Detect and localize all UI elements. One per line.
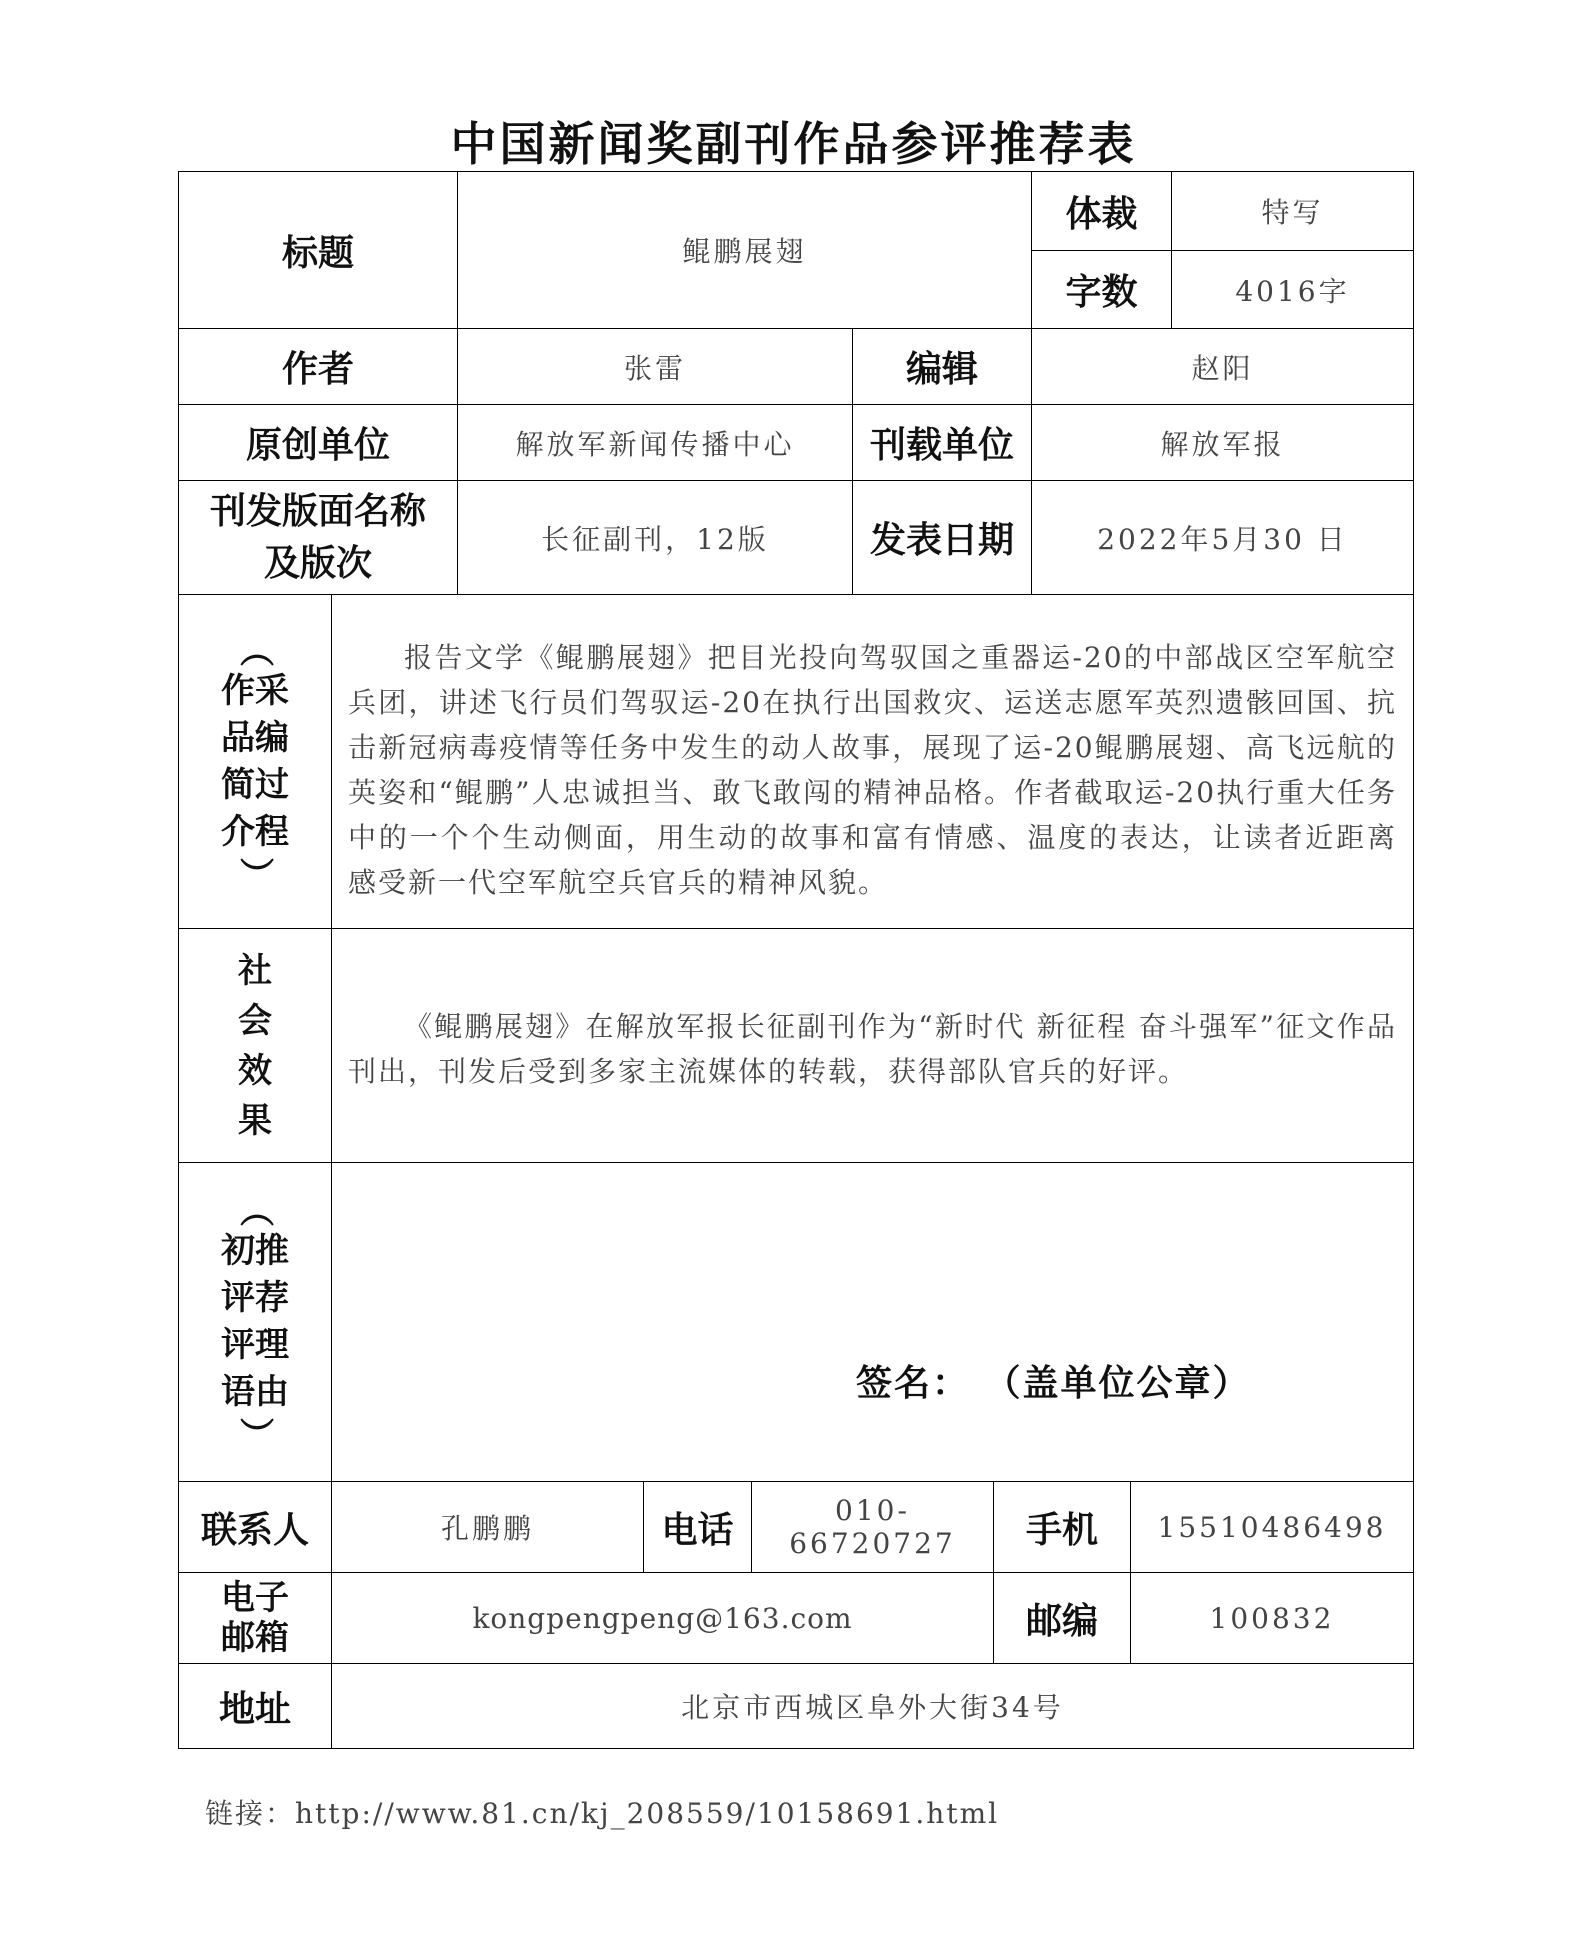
author-value: 张雷 (457, 328, 853, 405)
intro-label-part: （ (235, 632, 275, 667)
headline-value: 鲲鹏展翅 (457, 171, 1032, 329)
intro-label-part: 作采 (221, 670, 289, 711)
recommend-label (178, 1162, 332, 1482)
word-count-label: 字数 (1031, 250, 1172, 329)
signature-line: 签名： （盖单位公章） (856, 1363, 1251, 1404)
effect-label-part: 会 (238, 1000, 272, 1041)
effect-text: 《鲲鹏展翅》在解放军报长征副刊作为“新时代 新征程 奋斗强军”征文作品刊出，刊发后受到多家主流媒体的转载，获得部队官兵的好评。 (331, 928, 1414, 1163)
intro-label (178, 594, 332, 929)
effect-label-part: 效 (238, 1050, 272, 1091)
intro-label-part: 品编 (221, 717, 289, 758)
editor-value: 赵阳 (1031, 328, 1414, 405)
recommendation-form (178, 171, 1414, 1749)
page-title: 中国新闻奖副刊作品参评推荐表 (450, 117, 1137, 171)
word-count-value: 4016字 (1171, 250, 1414, 329)
postcode-label: 邮编 (993, 1572, 1131, 1664)
recommend-label-part: ） (235, 1417, 275, 1451)
mobile-value: 15510486498 (1130, 1481, 1414, 1573)
page-name-label-line2: 及版次 (263, 542, 372, 584)
intro-label-part: ） (235, 856, 275, 891)
email-label (178, 1572, 332, 1664)
email-label-line1: 电子 (221, 1578, 289, 1618)
publish-unit-value: 解放军报 (1031, 404, 1414, 481)
recommend-label-part: 评荐 (221, 1278, 289, 1318)
email-label-line2: 邮箱 (221, 1618, 289, 1658)
footer-link: 链接：http://www.81.cn/kj_208559/10158691.html (205, 1797, 1000, 1830)
author-label: 作者 (178, 328, 458, 405)
address-value: 北京市西城区阜外大街34号 (331, 1663, 1414, 1749)
editor-label: 编辑 (852, 328, 1032, 405)
origin-unit-value: 解放军新闻传播中心 (457, 404, 853, 481)
contact-value: 孔鹏鹏 (331, 1481, 644, 1573)
publish-unit-label: 刊载单位 (852, 404, 1032, 481)
mobile-label: 手机 (993, 1481, 1131, 1573)
recommend-label-part: 评理 (221, 1325, 289, 1365)
phone-value: 010-66720727 (751, 1481, 994, 1573)
intro-label-part: 简过 (221, 764, 289, 805)
publish-date-label: 发表日期 (852, 480, 1032, 595)
recommend-label-part: 语由 (221, 1372, 289, 1412)
page-name-label (178, 480, 458, 595)
effect-label-part: 果 (238, 1100, 272, 1141)
page-name-label-line1: 刊发版面名称 (209, 490, 426, 532)
origin-unit-label: 原创单位 (178, 404, 458, 481)
effect-label-part: 社 (238, 950, 272, 991)
intro-label-part: 介程 (221, 811, 289, 852)
effect-label (178, 928, 332, 1163)
postcode-value: 100832 (1130, 1572, 1414, 1664)
page-name-value: 长征副刊，12版 (457, 480, 853, 595)
recommend-label-part: （ (235, 1193, 275, 1227)
contact-label: 联系人 (178, 1481, 332, 1573)
genre-value: 特写 (1171, 171, 1414, 251)
phone-label: 电话 (643, 1481, 752, 1573)
intro-text: 报告文学《鲲鹏展翅》把目光投向驾驭国之重器运-20的中部战区空军航空兵团，讲述飞行员们驾驭运-20在执行出国救灾、运送志愿军英烈遗骸回国、抗击新冠病毒疫情等任务中发生的动人故事，展现了运-20鲲鹏展翅、高飞远航的英姿和“鲲鹏”人忠诚担当、敢飞敢闯的精神品格。作者截取运-20执行重大任务中的一个个生动侧面，用生动的故事和富有情感、温度的表达，让读者近距离感受新一代空军航空兵官兵的精神风貌。 (331, 594, 1414, 929)
genre-label: 体裁 (1031, 171, 1172, 251)
recommend-box (331, 1162, 1414, 1482)
email-value: kongpengpeng@163.com (331, 1572, 994, 1664)
headline-label: 标题 (178, 171, 458, 329)
recommend-label-part: 初推 (221, 1231, 289, 1271)
address-label: 地址 (178, 1663, 332, 1749)
publish-date-value: 2022年5月30 日 (1031, 480, 1414, 595)
